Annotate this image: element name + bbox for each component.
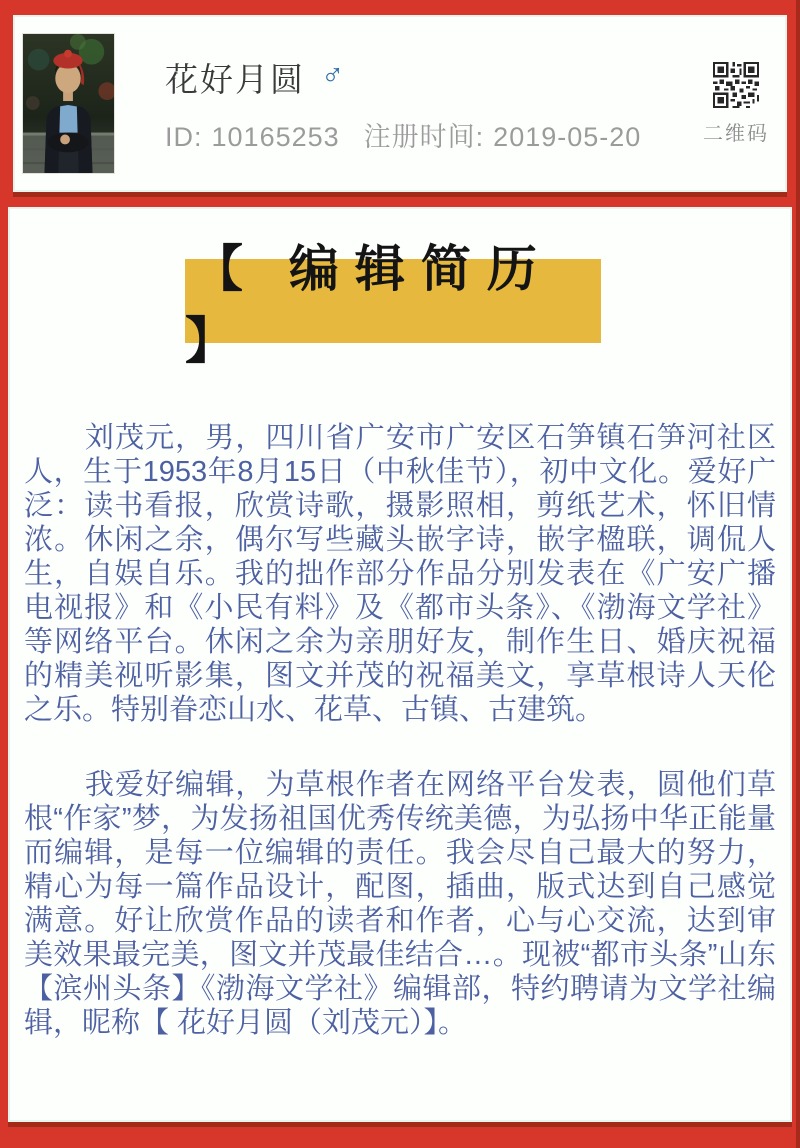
qr-code-pattern [713, 62, 759, 108]
profile-header-card [13, 15, 787, 192]
bio-card [8, 207, 792, 1122]
bio-text [10, 421, 790, 1040]
user-nickname: 花好月圆 [165, 60, 305, 98]
user-id-value: 10165253 [211, 121, 340, 152]
user-meta [165, 115, 641, 154]
bio-title-banner: 【 编辑简历 】 [185, 259, 601, 343]
user-id-label: ID: [165, 121, 203, 152]
avatar-portrait-illustration [23, 34, 114, 173]
bio-paragraph-1: 刘茂元，男，四川省广安市广安区石笋镇石笋河社区人，生于1953年8月15日（中秋佳节），初中文化。爱好广泛：读书看报，欣赏诗歌，摄影照相，剪纸艺术，怀旧情浓。休闲之余，偶尔写些藏头嵌字诗，嵌字楹联，调侃人生，自娱自乐。我的拙作部分作品分别发表在《广安广播电视报》和《小民有料》及《都市头条》、《渤海文学社》等网络平台。休闲之余为亲朋好友，制作生日、婚庆祝福的精美视听影集，图文并茂的祝福美文，享草根诗人天伦之乐。特别眷恋山水、花草、古镇、古建筑。 [24, 422, 776, 726]
male-gender-icon: ♂ [321, 56, 345, 91]
qr-code-icon[interactable] [713, 62, 759, 108]
register-date-label: 注册时间: [363, 121, 485, 152]
page-edge-shade [796, 0, 800, 1148]
qr-code-caption: 二维码 [703, 122, 769, 145]
register-date-value: 2019-05-20 [493, 121, 642, 152]
identity-block [165, 54, 641, 154]
bio-paragraph-2: 我爱好编辑，为草根作者在网络平台发表，圆他们草根“作家”梦，为发扬祖国优秀传统美德，为弘扬中华正能量而编辑，是每一位编辑的责任。我会尽自己最大的努力，精心为每一篇作品设计，配图，插曲，版式达到自己感觉满意。好让欣赏作品的读者和作者，心与心交流，达到审美效果最完美，图文并茂最佳结合…。现被“都市头条”山东【滨州头条】《渤海文学社》编辑部，特约聘请为文学社编辑，昵称【 花好月圆（刘茂元）】。 [24, 769, 776, 1039]
qr-block [703, 62, 769, 146]
avatar[interactable] [22, 33, 115, 174]
